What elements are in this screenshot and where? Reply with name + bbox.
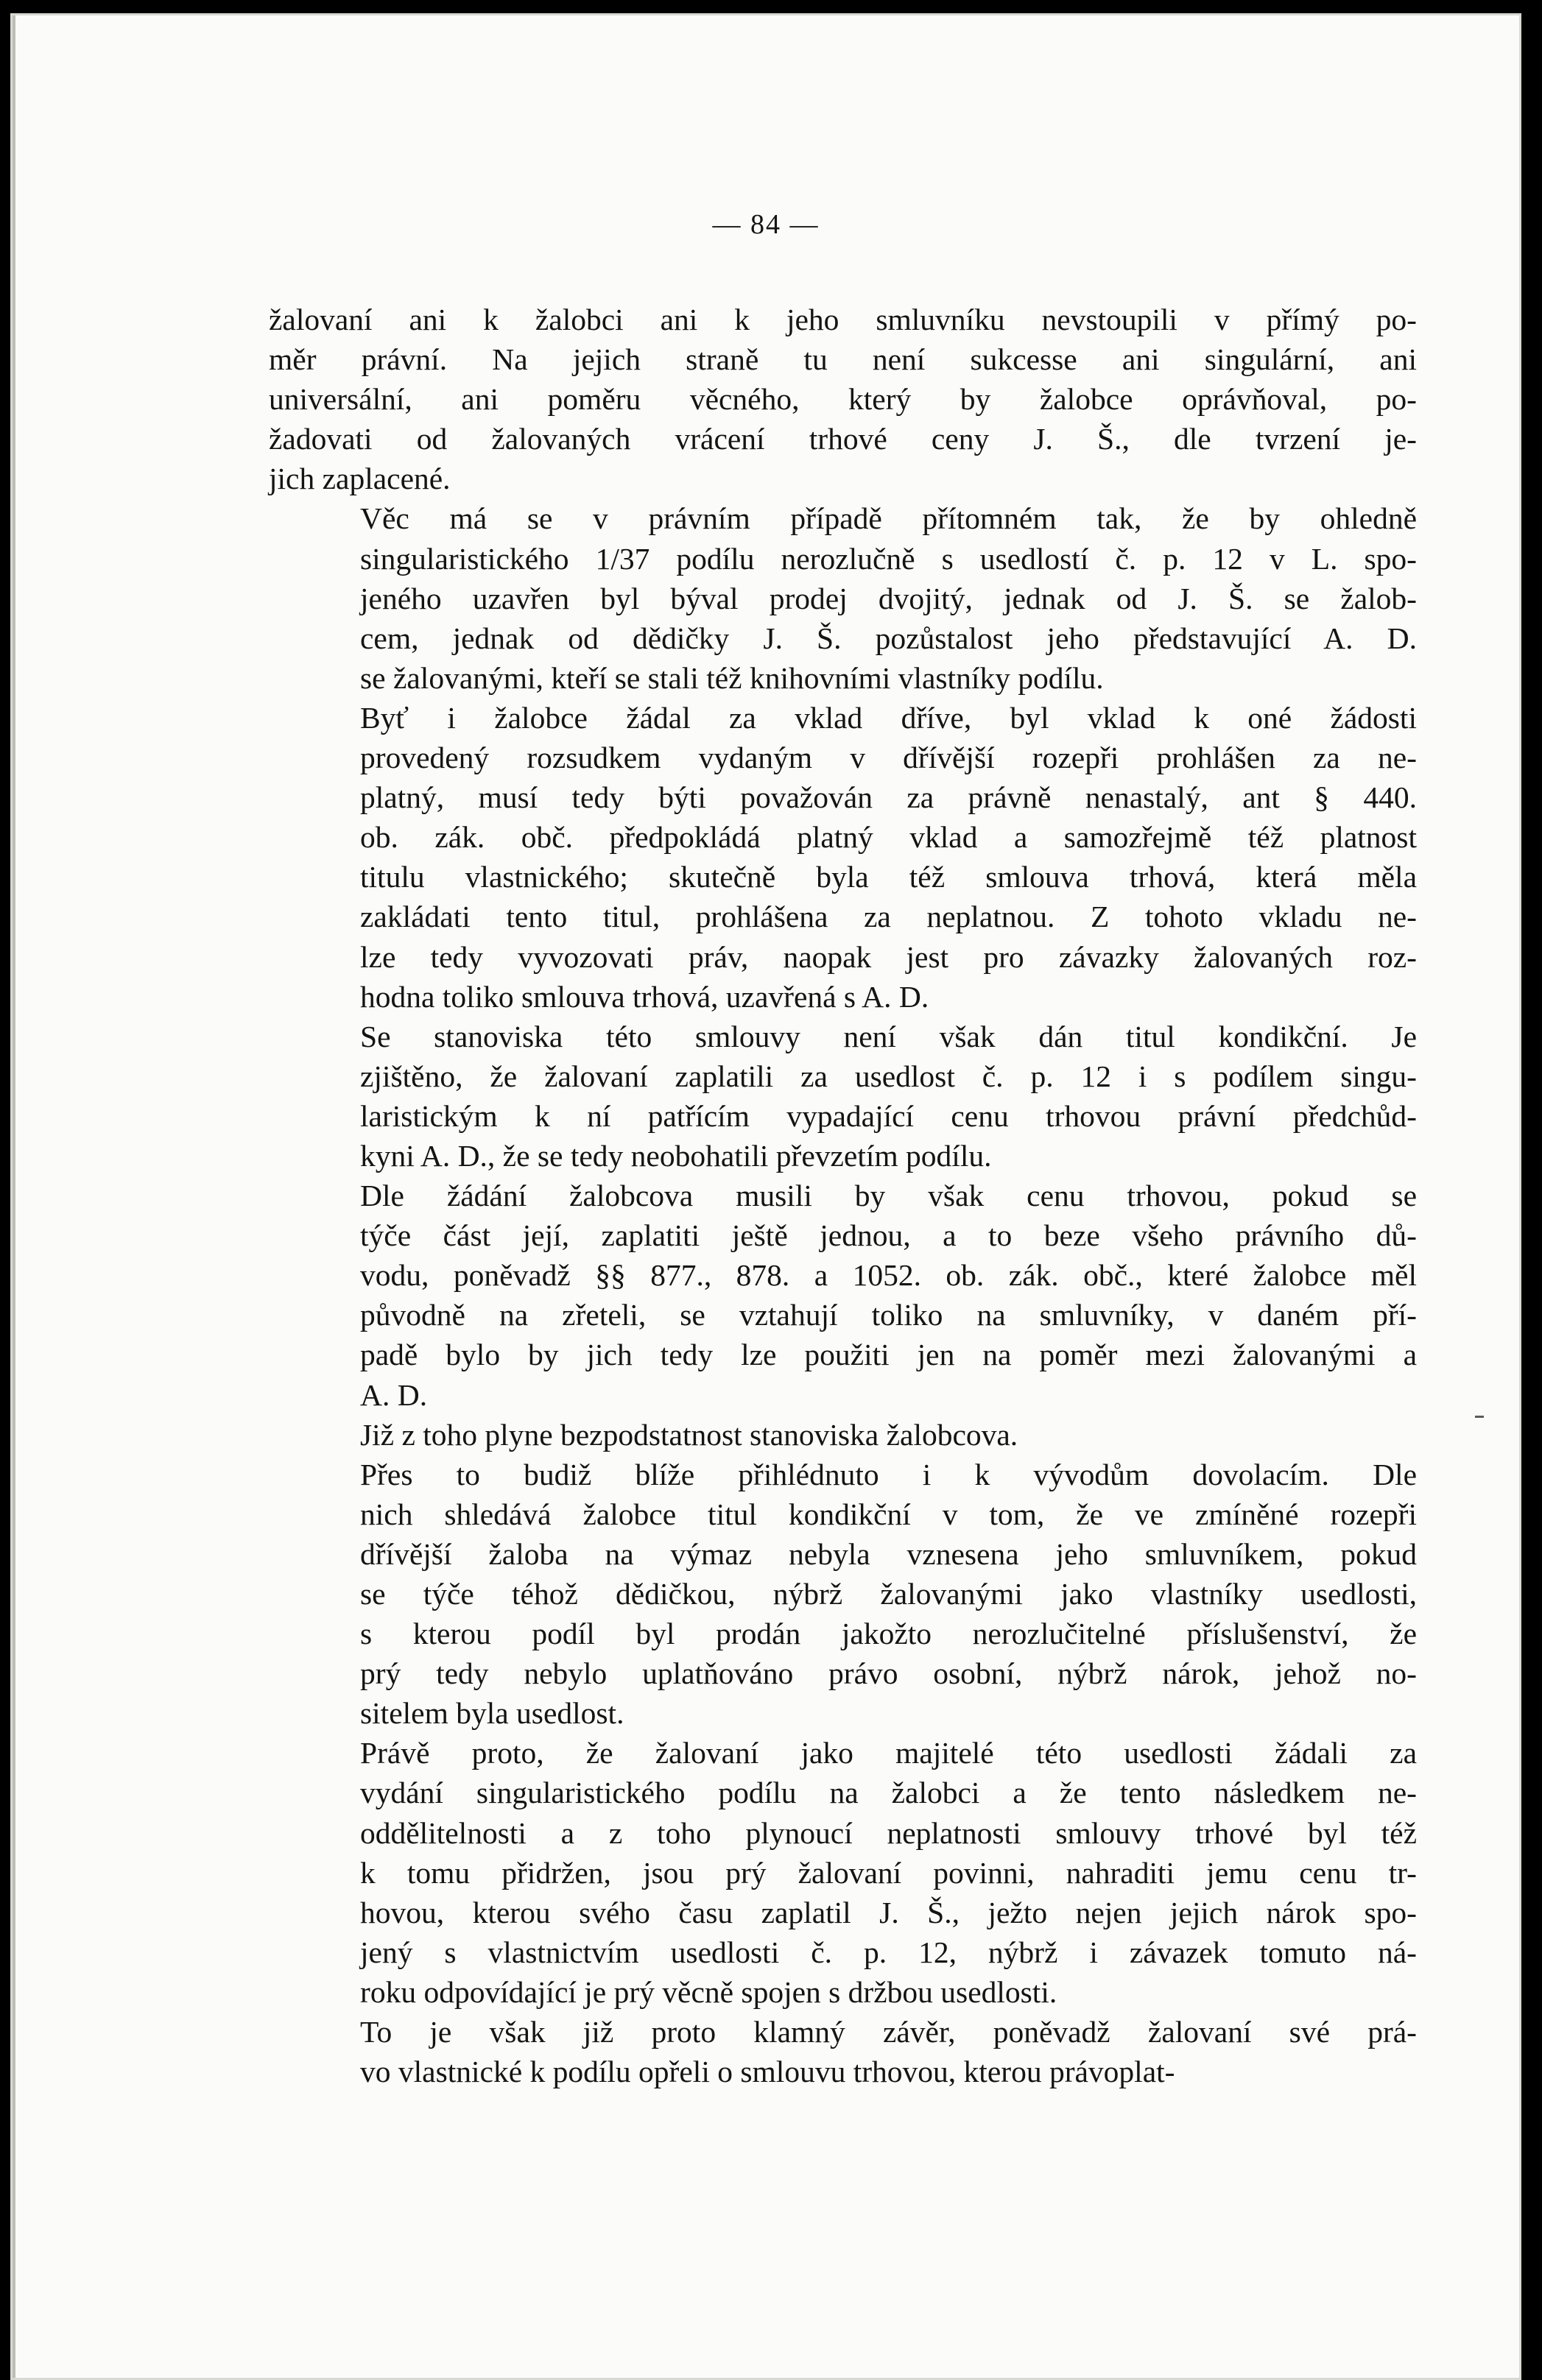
text-line: se žalovanými, kteří se stali též knihovními vlastníky podílu. [360, 660, 1104, 695]
paragraph [269, 1455, 1417, 1734]
text-line: oddělitelnosti a z toho plynoucí neplatnosti smlouvy trhové byl též [360, 1815, 1417, 1850]
text-line: žalovaní ani k žalobci ani k jeho smluvníku nevstoupili v přímý po- [269, 303, 1417, 336]
text-line: cem, jednak od dědičky J. Š. pozůstalost jeho představující A. D. [360, 621, 1417, 655]
text-line: měr právní. Na jejich straně tu není sukcesse ani singulární, ani [269, 342, 1417, 377]
text-line: Dle žádání žalobcova musili by však cenu trhovou, pokud se [360, 1179, 1417, 1213]
text-line: zjištěno, že žalovaní zaplatili za usedlost č. p. 12 i s podílem singu- [360, 1059, 1417, 1093]
text-line: roku odpovídající je prý věcně spojen s držbou usedlosti. [360, 1974, 1057, 2009]
text-line: Právě proto, že žalovaní jako majitelé této usedlosti žádali za [360, 1736, 1417, 1770]
text-line: laristickým k ní patřícím vypadající cenu trhovou právní předchůd- [360, 1098, 1417, 1133]
text-line: nich shledává žalobce titul kondikční v tom, že ve zmíněné rozepři [360, 1497, 1417, 1531]
binding-edge-mark [13, 15, 15, 2378]
text-line: dřívější žaloba na výmaz nebyla vznesena jeho smluvníkem, pokud [360, 1536, 1417, 1571]
text-line: vydání singularistického podílu na žalobci a že tento následkem ne- [360, 1776, 1417, 1810]
margin-mark [1475, 1416, 1484, 1418]
body-text [269, 300, 1417, 2091]
text-line: provedený rozsudkem vydaným v dřívější rozepři prohlášen za ne- [360, 741, 1417, 775]
scanned-page [10, 13, 1521, 2380]
text-line: To je však již proto klamný závěr, poněvadž žalovaní své prá- [360, 2015, 1417, 2049]
text-line: sitelem byla usedlost. [360, 1696, 624, 1731]
text-line: universální, ani poměru věcného, který by žalobce oprávňoval, po- [269, 382, 1417, 417]
text-line: padě bylo by jich tedy lze použiti jen na poměr mezi žalovanými a [360, 1338, 1417, 1372]
text-line: se týče téhož dědičkou, nýbrž žalovanými jako vlastníky usedlosti, [360, 1577, 1417, 1611]
text-line: platný, musí tedy býti považován za právně nenastalý, ant § 440. [360, 780, 1417, 815]
text-line: Přes to budiž blíže přihlédnuto i k vývodům dovolacím. Dle [360, 1457, 1417, 1491]
text-line: s kterou podíl byl prodán jakožto nerozlučitelné příslušenství, že [360, 1617, 1417, 1651]
text-line: jich zaplacené. [269, 462, 451, 496]
text-line: singularistického 1/37 podílu nerozlučně s usedlostí č. p. 12 v L. spo- [360, 541, 1417, 576]
text-line: původně na zřeteli, se vztahují toliko na smluvníky, v daném pří- [360, 1298, 1417, 1332]
text-line: jeného uzavřen byl býval prodej dvojitý, jednak od J. Š. se žalob- [360, 581, 1417, 615]
text-line: vodu, poněvadž §§ 877., 878. a 1052. ob. zák. obč., které žalobce měl [360, 1258, 1417, 1293]
text-line: A. D. [360, 1377, 428, 1412]
text-line: prý tedy nebylo uplatňováno právo osobní, nýbrž nárok, jehož no- [360, 1656, 1417, 1691]
text-line: zakládati tento titul, prohlášena za neplatnou. Z tohoto vkladu ne- [360, 900, 1417, 934]
text-line: titulu vlastnického; skutečně byla též smlouva trhová, která měla [360, 860, 1417, 894]
text-line: hodna toliko smlouva trhová, uzavřená s A. D. [360, 979, 929, 1014]
paragraph [269, 1176, 1417, 1415]
paragraph [269, 300, 1417, 498]
text-line: Již z toho plyne bezpodstatnost stanoviska žalobcova. [360, 1417, 1018, 1452]
text-line: vo vlastnické k podílu opřeli o smlouvu trhovou, kterou právoplat- [360, 2055, 1175, 2089]
text-line: kyni A. D., že se tedy neobohatili převzetím podílu. [360, 1138, 992, 1173]
text-line: hovou, kterou svého času zaplatil J. Š., ježto nejen jejich nárok spo- [360, 1895, 1417, 1929]
text-line: Byť i žalobce žádal za vklad dříve, byl vklad k oné žádosti [360, 700, 1417, 735]
paragraph [269, 2012, 1417, 2091]
text-line: Se stanoviska této smlouvy není však dán titul kondikční. Je [360, 1019, 1417, 1053]
text-line: k tomu přidržen, jsou prý žalovaní povinni, nahraditi jemu cenu tr- [360, 1855, 1417, 1890]
paragraph [269, 1733, 1417, 2012]
paragraph [269, 698, 1417, 1017]
text-line: lze tedy vyvozovati práv, naopak jest pro závazky žalovaných roz- [360, 939, 1417, 974]
paragraph [269, 1017, 1417, 1176]
page-number: — 84 — [712, 209, 820, 240]
paragraph [269, 1415, 1417, 1455]
text-line: Věc má se v právním případě přítomném tak, že by ohledně [360, 501, 1417, 536]
text-line: jený s vlastnictvím usedlosti č. p. 12, nýbrž i závazek tomuto ná- [360, 1935, 1417, 1969]
text-line: žadovati od žalovaných vrácení trhové ceny J. Š., dle tvrzení je- [269, 422, 1417, 456]
text-line: týče část její, zaplatiti ještě jednou, a to beze všeho právního dů- [360, 1218, 1417, 1253]
paragraph [269, 498, 1417, 697]
text-line: ob. zák. obč. předpokládá platný vklad a samozřejmě též platnost [360, 820, 1417, 855]
